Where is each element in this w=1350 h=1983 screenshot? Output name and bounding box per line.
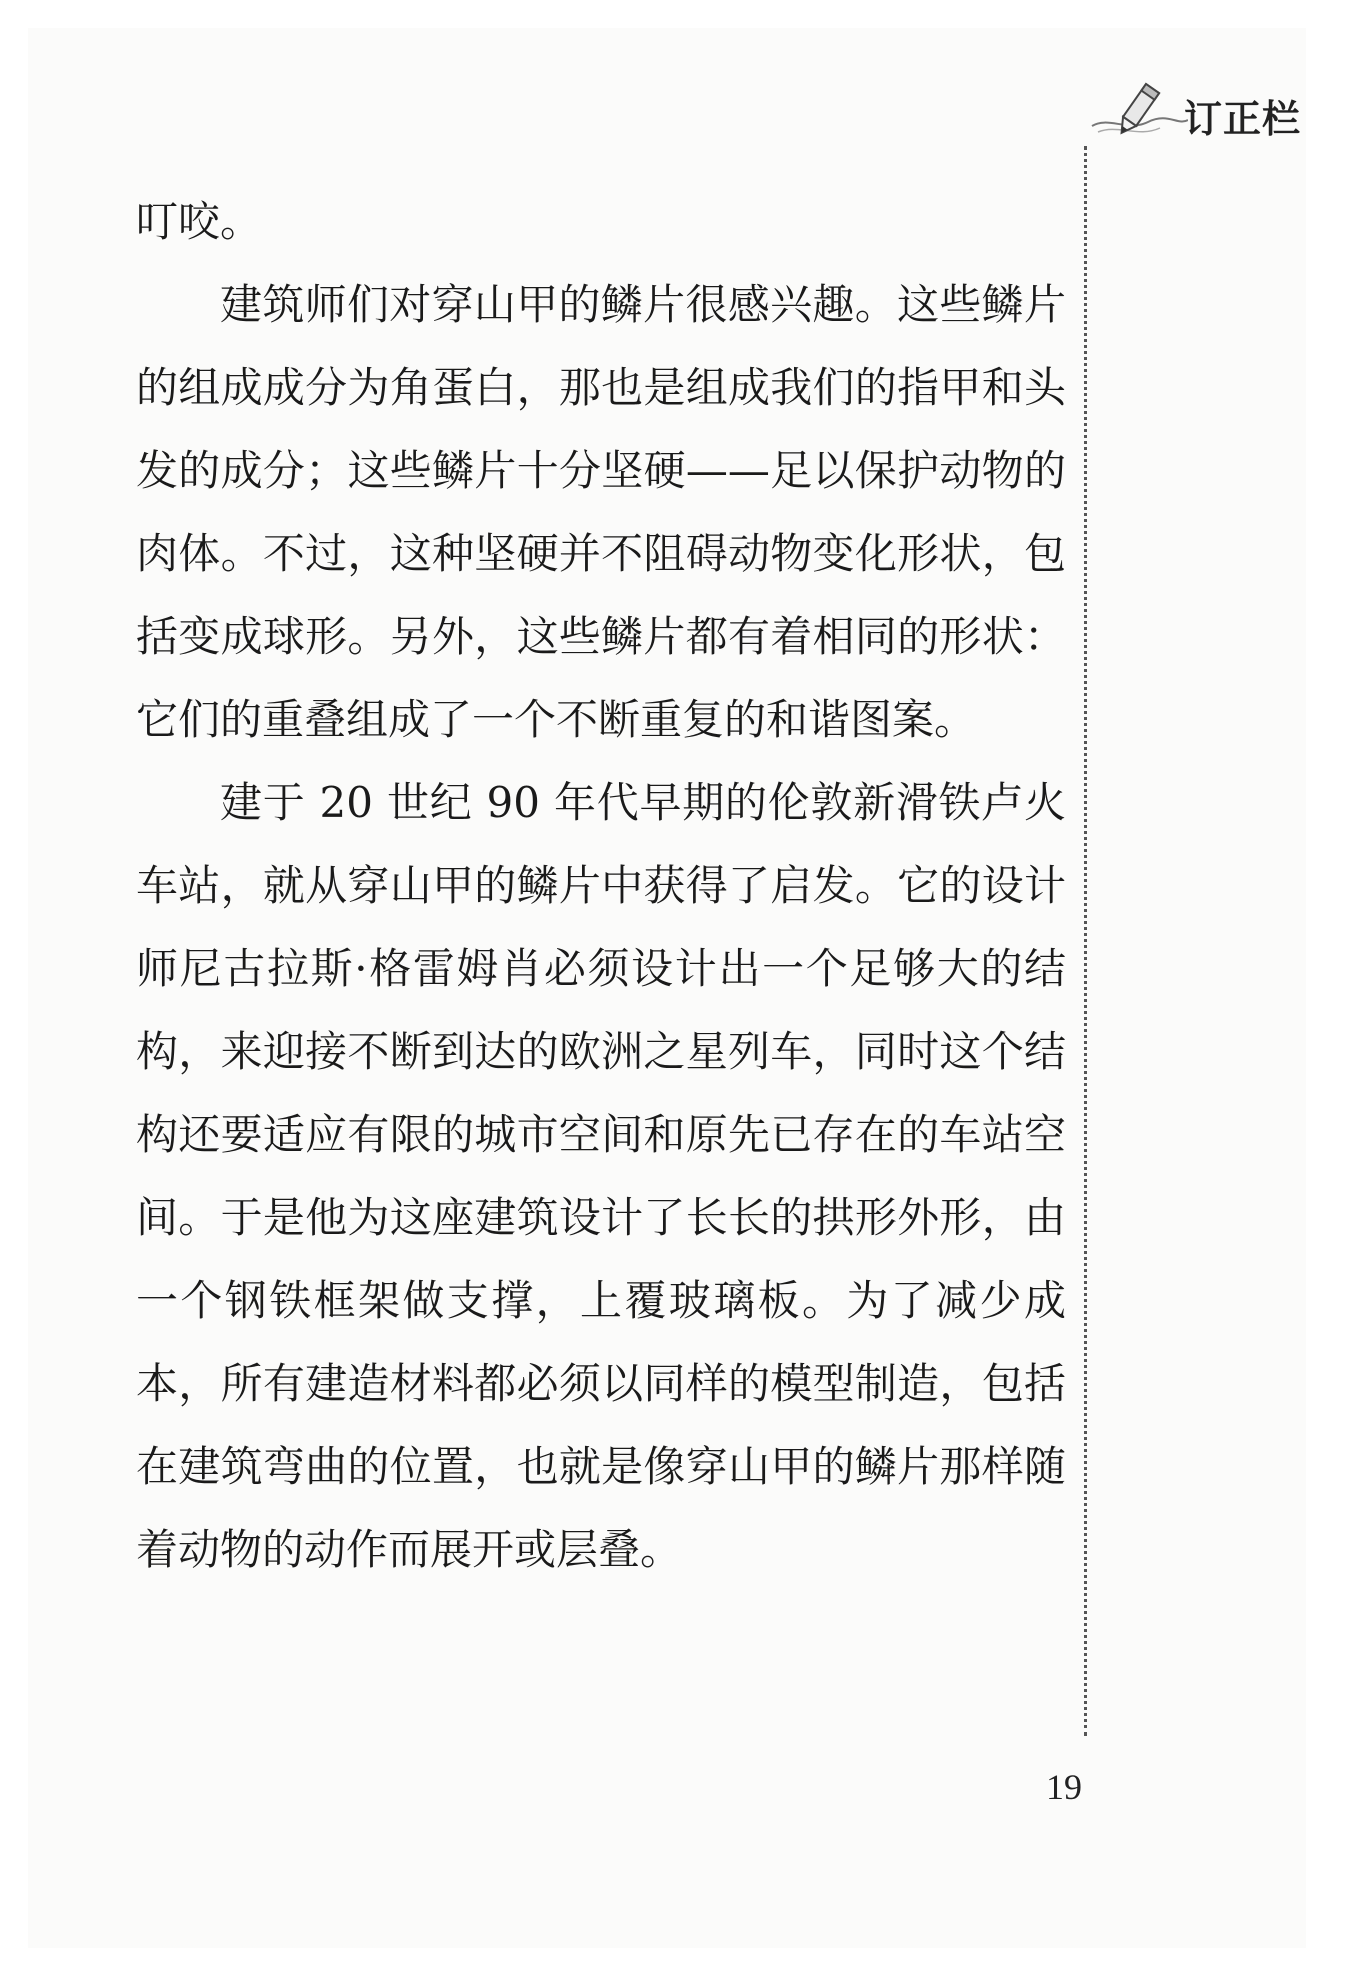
correction-column-header [1088,76,1318,146]
paragraph: 叮咬。 [136,197,263,246]
paragraph: 建筑师们对穿山甲的鳞片很感兴趣。这些鳞片的组成成分为角蛋白，那也是组成我们的指甲和头发的成分；这些鳞片十分坚硬——足以保护动物的肉体。不过，这种坚硬并不阻碍动物变化形状，包括变成球形。另外，这些鳞片都有着相同的形状：它们的重叠组成了一个不断重复的和谐图案。 [136,280,1066,744]
pencil-icon [1088,76,1188,146]
main-text [136,180,1066,1591]
correction-column-divider [1084,146,1087,1736]
page-number: 19 [1046,1767,1082,1807]
correction-column-title: 订正栏 [1184,97,1302,141]
paragraph: 建于 20 世纪 90 年代早期的伦敦新滑铁卢火车站，就从穿山甲的鳞片中获得了启发。它的设计师尼古拉斯·格雷姆肖必须设计出一个足够大的结构，来迎接不断到达的欧洲之星列车，同时这个结构还要适应有限的城市空间和原先已存在的车站空间。于是他为这座建筑设计了长长的拱形外形，由一个钢铁框架做支撑，上覆玻璃板。为了减少成本，所有建造材料都必须以同样的模型制造，包括在建筑弯曲的位置，也就是像穿山甲的鳞片那样随着动物的动作而展开或层叠。 [136,778,1066,1574]
